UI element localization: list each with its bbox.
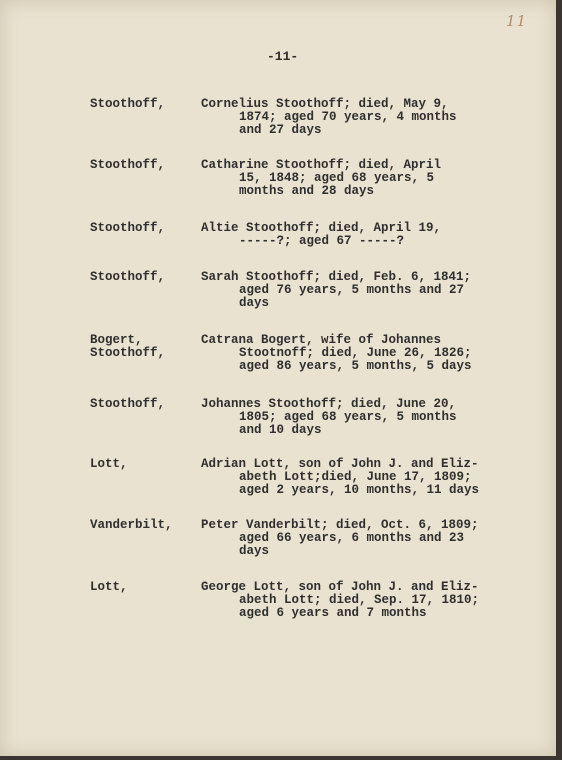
- entry-line: Stootnoff; died, June 26, 1826;: [239, 346, 472, 360]
- entry-text: [201, 271, 501, 310]
- entry-line: Altie Stoothoff; died, April 19,: [201, 221, 442, 235]
- entry-line: aged 86 years, 5 months, 5 days: [239, 359, 472, 373]
- page-bottom-edge: [0, 756, 562, 760]
- entry-line: and 27 days: [239, 123, 322, 137]
- entry-surname: Lott,: [90, 580, 128, 594]
- entry-line: and 10 days: [239, 423, 322, 437]
- entry-line: aged 76 years, 5 months and 27: [239, 283, 465, 297]
- entry-surname: Stoothoff,: [90, 97, 166, 111]
- entry-line: abeth Lott;died, June 17, 1809;: [239, 470, 472, 484]
- entry-line: abeth Lott; died, Sep. 17, 1810;: [239, 593, 480, 607]
- entry-surname: Lott,: [90, 457, 128, 471]
- entry-line: 15, 1848; aged 68 years, 5: [239, 171, 435, 185]
- entry-surname: Stoothoff,: [90, 158, 166, 172]
- entry-text: [201, 519, 501, 558]
- entry-line: days: [239, 296, 270, 310]
- entry-line: George Lott, son of John J. and Eliz-: [201, 580, 479, 594]
- entry-text: [201, 581, 501, 620]
- entry-line: Adrian Lott, son of John J. and Eliz-: [201, 457, 479, 471]
- entry-line: aged 6 years and 7 months: [239, 606, 427, 620]
- entry-line: 1874; aged 70 years, 4 months: [239, 110, 457, 124]
- entry-surname: Vanderbilt,: [90, 518, 173, 532]
- entry-line: -----?; aged 67 -----?: [239, 234, 405, 248]
- entry-surname: Stoothoff,: [90, 397, 166, 411]
- entry-line: Peter Vanderbilt; died, Oct. 6, 1809;: [201, 518, 479, 532]
- entry-line: months and 28 days: [239, 184, 375, 198]
- entry-line: Cornelius Stoothoff; died, May 9,: [201, 97, 449, 111]
- binding-edge: [556, 0, 562, 760]
- entry-surname: Stoothoff,: [90, 270, 166, 284]
- entry-line: 1805; aged 68 years, 5 months: [239, 410, 457, 424]
- entry-line: Sarah Stoothoff; died, Feb. 6, 1841;: [201, 270, 472, 284]
- entry-surname: Bogert, Stoothoff,: [90, 333, 166, 360]
- entry-text: [201, 98, 501, 137]
- entry-line: Catrana Bogert, wife of Johannes: [201, 333, 442, 347]
- page-corner-number: 11: [506, 12, 528, 30]
- entry-line: aged 2 years, 10 months, 11 days: [239, 483, 480, 497]
- entry-line: days: [239, 544, 270, 558]
- entry-text: [201, 159, 501, 198]
- entry-surname: Stoothoff,: [90, 221, 166, 235]
- entry-text: [201, 398, 501, 437]
- entry-line: aged 66 years, 6 months and 23: [239, 531, 465, 545]
- entry-text: [201, 222, 501, 248]
- page-number: -11-: [267, 49, 299, 64]
- entry-line: Johannes Stoothoff; died, June 20,: [201, 397, 457, 411]
- entry-line: Catharine Stoothoff; died, April: [201, 158, 442, 172]
- entry-text: [201, 334, 501, 373]
- entry-text: [201, 458, 501, 497]
